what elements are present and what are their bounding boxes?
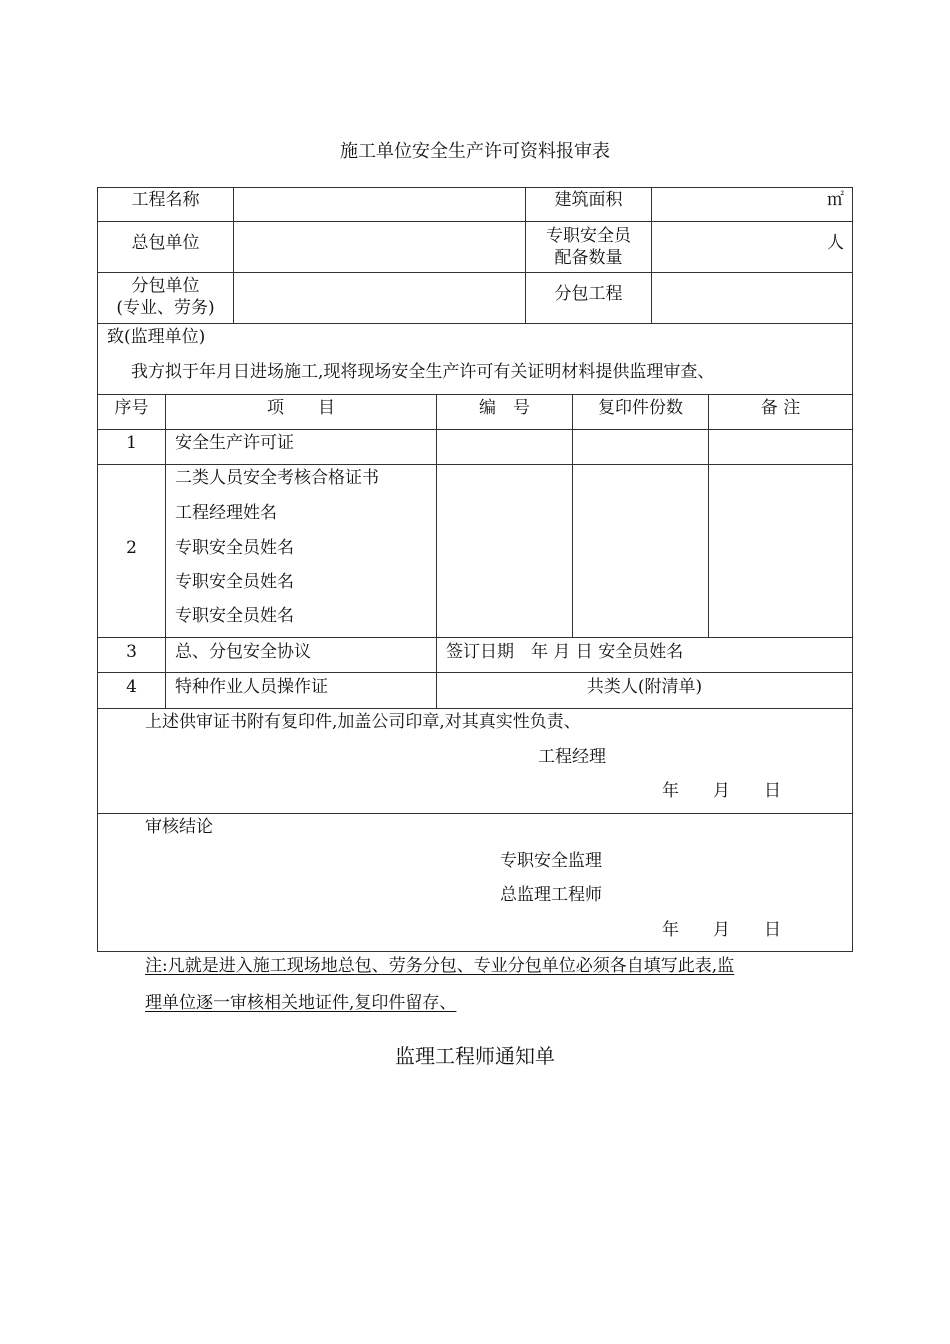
row-2-item-5: 专职安全员姓名 xyxy=(175,606,294,626)
review-date: 年 月 日 xyxy=(662,920,781,940)
col-divider xyxy=(436,394,437,708)
row-divider xyxy=(97,394,853,395)
row-1-seq: 1 xyxy=(126,433,137,453)
next-form-title: 监理工程师通知单 xyxy=(395,1044,555,1068)
table-border-top xyxy=(97,187,853,188)
subcontractor-label xyxy=(98,276,233,318)
table-border-bottom xyxy=(97,951,853,952)
building-area-unit: ㎡ xyxy=(827,190,844,210)
declaration-date: 年 月 日 xyxy=(662,781,781,801)
row-3-item: 总、分包安全协议 xyxy=(175,642,311,662)
col-divider xyxy=(165,394,166,708)
row-4-detail: 共类人(附清单) xyxy=(586,677,703,697)
column-header-copies: 复印件份数 xyxy=(598,398,683,418)
addressee: 致(监理单位) xyxy=(107,327,206,347)
col-divider xyxy=(233,187,234,323)
declaration-text: 上述供审证书附有复印件,加盖公司印章,对其真实性负责、 xyxy=(145,712,581,732)
table-border-right xyxy=(852,187,853,952)
row-4-seq: 4 xyxy=(126,677,137,697)
review-signer-chief-supervisor: 总监理工程师 xyxy=(500,885,602,905)
row-1-item: 安全生产许可证 xyxy=(175,433,294,453)
building-area-label: 建筑面积 xyxy=(554,190,623,210)
column-header-number: 编 号 xyxy=(479,398,530,418)
subcontractor-label-line-2: (专业、劳务) xyxy=(116,298,215,318)
col-divider xyxy=(708,394,709,637)
row-2-item-1: 二类人员安全考核合格证书 xyxy=(175,468,379,488)
row-2-item-2: 工程经理姓名 xyxy=(175,503,277,523)
row-2-item-3: 专职安全员姓名 xyxy=(175,538,294,558)
safety-officer-label-line-2: 配备数量 xyxy=(554,248,623,268)
statement: 我方拟于年月日进场施工,现将现场安全生产许可有关证明材料提供监理审查、 xyxy=(131,362,715,382)
review-signer-safety-supervisor: 专职安全监理 xyxy=(500,851,602,871)
row-3-detail: 签订日期 年 月 日 安全员姓名 xyxy=(446,642,684,662)
review-label: 审核结论 xyxy=(145,817,213,837)
row-divider xyxy=(97,272,853,273)
project-name-label: 工程名称 xyxy=(131,190,200,210)
page-title: 施工单位安全生产许可资料报审表 xyxy=(340,141,610,162)
row-2-seq: 2 xyxy=(126,538,137,558)
row-divider xyxy=(97,429,853,430)
row-divider xyxy=(97,637,853,638)
column-header-remarks: 备 注 xyxy=(760,398,801,418)
row-divider xyxy=(97,221,853,222)
subcontract-project-label: 分包工程 xyxy=(554,284,623,304)
row-divider xyxy=(97,813,853,814)
row-divider xyxy=(97,323,853,324)
note-line-2: 理单位逐一审核相关地证件,复印件留存、 xyxy=(145,993,457,1013)
row-4-item: 特种作业人员操作证 xyxy=(175,677,328,697)
column-header-item: 项 目 xyxy=(267,398,335,418)
subcontractor-label-line-1: 分包单位 xyxy=(131,276,200,296)
declaration-signer: 工程经理 xyxy=(538,747,606,767)
column-header-seq: 序号 xyxy=(114,398,149,418)
row-divider xyxy=(97,672,853,673)
safety-officer-label-line-1: 专职安全员 xyxy=(546,226,631,246)
note-line-1: 注:凡就是进入施工现场地总包、劳务分包、专业分包单位必须各自填写此表,监 xyxy=(145,956,735,976)
safety-officer-unit: 人 xyxy=(827,233,844,253)
row-divider xyxy=(97,464,853,465)
row-divider xyxy=(97,708,853,709)
general-contractor-label: 总包单位 xyxy=(131,233,200,253)
col-divider xyxy=(572,394,573,637)
safety-officer-label xyxy=(526,226,651,268)
row-3-seq: 3 xyxy=(126,642,137,662)
row-2-item-4: 专职安全员姓名 xyxy=(175,572,294,592)
